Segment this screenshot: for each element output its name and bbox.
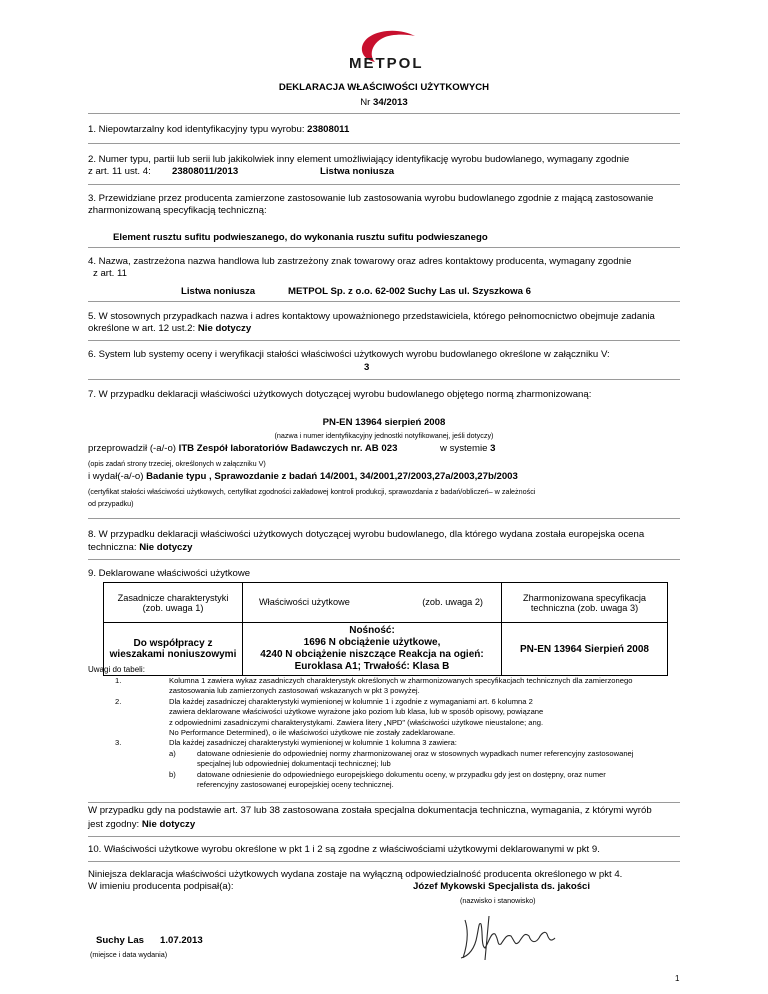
note-3-line1: Dla każdej zasadniczej charakterystyki wymienionej w kolumnie 1 kolumna 3 zawiera: [169,738,457,748]
avcp-system: 3 [364,362,370,373]
note-2-line2: zawiera deklarowane właściwości użytkowe wyrażone jako poziom lub klasa, lub w sposób opisowy, powiązane [169,707,544,717]
characteristic-line1: Do współpracy z [133,638,213,649]
performance-cell [243,623,502,676]
responsibility-line1: Niniejsza deklaracja właściwości użytkowych wydana zostaje na wyłączną odpowiedzialność producenta określonego w pkt 4. [88,869,623,880]
section-3-line2: zharmonizowaną specyfikacją techniczną: [88,205,267,216]
header-essential-characteristics [104,583,243,623]
note-2-line4: No Performance Determined), o ile właściwości użytkowe nie zostały zadeklarowane. [169,728,456,737]
divider [88,113,680,114]
type-name: Listwa noniusza [320,166,395,177]
note-2-number: 2. [115,696,122,706]
certificate-note-2: od przypadku) [88,499,134,508]
section-1 [88,124,349,135]
harmonised-standard: PN-EN 13964 sierpień 2008 [322,417,446,428]
notified-body-line [88,443,397,454]
section-8-line2 [88,542,193,553]
note-a-number: a) [169,748,176,758]
note-3-number: 3. [115,738,122,748]
note-b-number: b) [169,769,176,779]
system-value: 3 [490,443,496,454]
signed-by-label: W imieniu producenta podpisał(a): [88,881,234,892]
section-3-line1: 3. Przewidziane przez producenta zamierzone zastosowanie lub zastosowania wyrobu budowlanego zgodnie z mającą zastosowanie [88,193,654,204]
header-technical-spec [502,583,668,623]
nr-label: Nr [360,97,371,108]
divider [88,143,680,144]
note-1-line2: zastosowania lub zamierzonych zastosowań wskazanych w pkt 3 powyżej. [169,686,420,696]
certificate-note-1: (certyfikat stałości właściwości użytkowych, certyfikat zgodności zakładowej kontroli produkcji, sprawozdania z badań/obliczeń– w zależności [88,487,536,496]
divider [88,184,680,185]
manufacturer-address: METPOL Sp. z o.o. 62-002 Suchy Las ul. Szyszkowa 6 [288,286,531,297]
section-10-text: 10. Właściwości użytkowe wyrobu określone w pkt 1 i 2 są zgodne z właściwościami użytkowymi deklarowanymi w pkt 9. [88,844,600,855]
intended-use: Element rusztu sufitu podwieszanego, do wykonania rusztu sufitu podwieszanego [113,232,488,243]
section-6-text: 6. System lub systemy oceny i weryfikacji stałości właściwości użytkowych wyrobu budowlanego określone w załączniku V: [88,349,610,360]
note-2-line3: z odpowiednimi zasadniczymi charakterystykami. Zawiera litery „NPD" (właściwości użytkowe nieustalone; ang. [169,717,544,727]
special-doc-line2 [88,819,195,830]
type-number: 23808011/2013 [172,166,239,177]
product-name: Listwa noniusza [181,286,256,297]
header-col1-line1: Zasadnicze charakterystyki [117,592,229,603]
page-number: 1 [675,974,680,983]
header-col2-label: Właściwości użytkowe [259,596,350,607]
divider [88,861,680,862]
issued-documents: Badanie typu , Sprawozdanie z badań 14/2001, 34/2001,27/2003,27a/2003,27b/2003 [146,471,518,482]
section-5-line1: 5. W stosownych przypadkach nazwa i adres kontaktowy upoważnionego przedstawiciela, którego pełnomocnictwo obejmuje zadania [88,311,655,322]
logo-text: METPOL [349,55,424,72]
tasks-note: (opis zadań strony trzeciej, określonych w załączniku V) [88,459,266,468]
divider [88,247,680,248]
issued-label: i wydał(-a/-o) [88,471,144,482]
note-1-number: 1. [115,676,122,685]
notes-list [88,676,688,816]
section-8-line1: 8. W przypadku deklaracji właściwości użytkowych dotyczącej wyrobu budowlanego, dla którego wydana została europejska ocena [88,529,645,540]
note-a-line2: specjalnej lub odpowiedniej dokumentacji technicznej; lub [197,759,391,769]
section-4-line2: z art. 11 [93,268,127,279]
note-b-line2: referencyjny zastosowanej europejskiej oceny technicznej. [197,780,394,789]
performance-line3: 4240 N obciążenie niszczące Reakcja na ogień: [260,649,484,660]
divider [88,802,680,803]
performance-line2: 1696 N obciążenie użytkowe, [303,637,441,648]
issue-place: Suchy Las [96,935,144,946]
representative-value: Nie dotyczy [197,323,252,334]
table-header-row [104,583,668,623]
special-doc-value: Nie dotyczy [141,819,196,830]
section-4-line1: 4. Nazwa, zastrzeżona nazwa handlowa lub zastrzeżony znak towarowy oraz adres kontaktowy producenta, wymagany zgodnie [88,256,632,267]
header-col3-line2: techniczna (zob. uwaga 3) [530,602,639,613]
product-code: 23808011 [307,124,350,135]
divider [88,836,680,837]
note-a-line1: datowane odniesienie do odpowiedniej normy zharmonizowanej oraz w stosownych wypadkach numer referencyjny zastosowanej [197,748,634,758]
divider [88,518,680,519]
performance-line1: Nośność: [349,625,395,636]
header-col3-line1: Zharmonizowana specyfikacja [522,592,647,603]
signer-note: (nazwisko i stanowisko) [460,896,536,905]
notified-body-note: (nazwa i numer identyfikacyjny jednostki notyfikowanej, jeśli dotyczy) [274,431,494,440]
declaration-number [0,97,768,108]
section-7-text: 7. W przypadku deklaracji właściwości użytkowych dotyczącej wyrobu budowlanego objętego normą zharmonizowaną: [88,389,592,400]
section-8-text: techniczna: [88,542,137,553]
header-performance [243,583,502,623]
system-line [440,443,495,454]
section-1-text: 1. Niepowtarzalny kod identyfikacyjny typu wyrobu: [88,124,305,135]
declaration-title: DEKLARACJA WŁAŚCIWOŚCI UŻYTKOWYCH [278,82,490,93]
divider [88,340,680,341]
header-col2-note: (zob. uwaga 2) [422,596,483,607]
system-label: w systemie [440,443,488,454]
special-doc-text: jest zgodny: [88,819,140,830]
performance-table [103,582,668,676]
table-row [104,623,668,676]
note-b-line1: datowane odniesienie do odpowiedniego europejskiego dokumentu oceny, w przypadku gdy jest on dostępny, oraz numer [197,769,606,779]
issue-date: 1.07.2013 [160,935,203,946]
notes-title: Uwagi do tabeli: [88,665,145,674]
note-1-line1: Kolumna 1 zawiera wykaz zasadniczych charakterystyk określonych w zharmonizowanych specyfikacjach technicznych dla zamierzonego [169,676,633,685]
divider [88,559,680,560]
signer-name: Józef Mykowski Specjalista ds. jakości [413,881,591,892]
section-2-line2: z art. 11 ust. 4: [88,166,151,177]
nr-value: 34/2013 [373,97,408,108]
metpol-logo [335,28,435,76]
characteristic-line2: wieszakami noniuszowymi [109,649,237,660]
divider [88,301,680,302]
header-col1-line2: (zob. uwaga 1) [142,602,204,613]
eta-value: Nie dotyczy [139,542,193,553]
note-2-line1: Dla każdej zasadniczej charakterystyki wymienionej w kolumnie 1 i zgodnie z wymaganiami art. 6 kolumna 2 [169,696,533,706]
signature [455,912,575,964]
place-date-note: (miejsce i data wydania) [90,950,168,959]
section-9-title: 9. Deklarowane właściwości użytkowe [88,568,251,579]
section-5-text: określone w art. 12 ust.2: [88,323,196,334]
divider [88,379,680,380]
notified-body: ITB Zespół laboratoriów Badawczych nr. AB 023 [178,443,398,454]
section-5-line2 [88,323,251,334]
spec-cell: PN-EN 13964 Sierpień 2008 [502,623,668,676]
performance-line4: Euroklasa A1; Trwałość: Klasa B [294,661,450,672]
section-2-line1: 2. Numer typu, partii lub serii lub jakikolwiek inny element umożliwiający identyfikację wyrobu budowlanego, wymagany zgodnie [88,154,630,165]
issued-line [88,471,518,482]
conducted-label: przeprowadził (-a/-o) [88,443,176,454]
special-doc-line1: W przypadku gdy na podstawie art. 37 lub 38 zastosowana została specjalna dokumentacja techniczna, wymagania, z którymi wyrób [88,805,652,816]
